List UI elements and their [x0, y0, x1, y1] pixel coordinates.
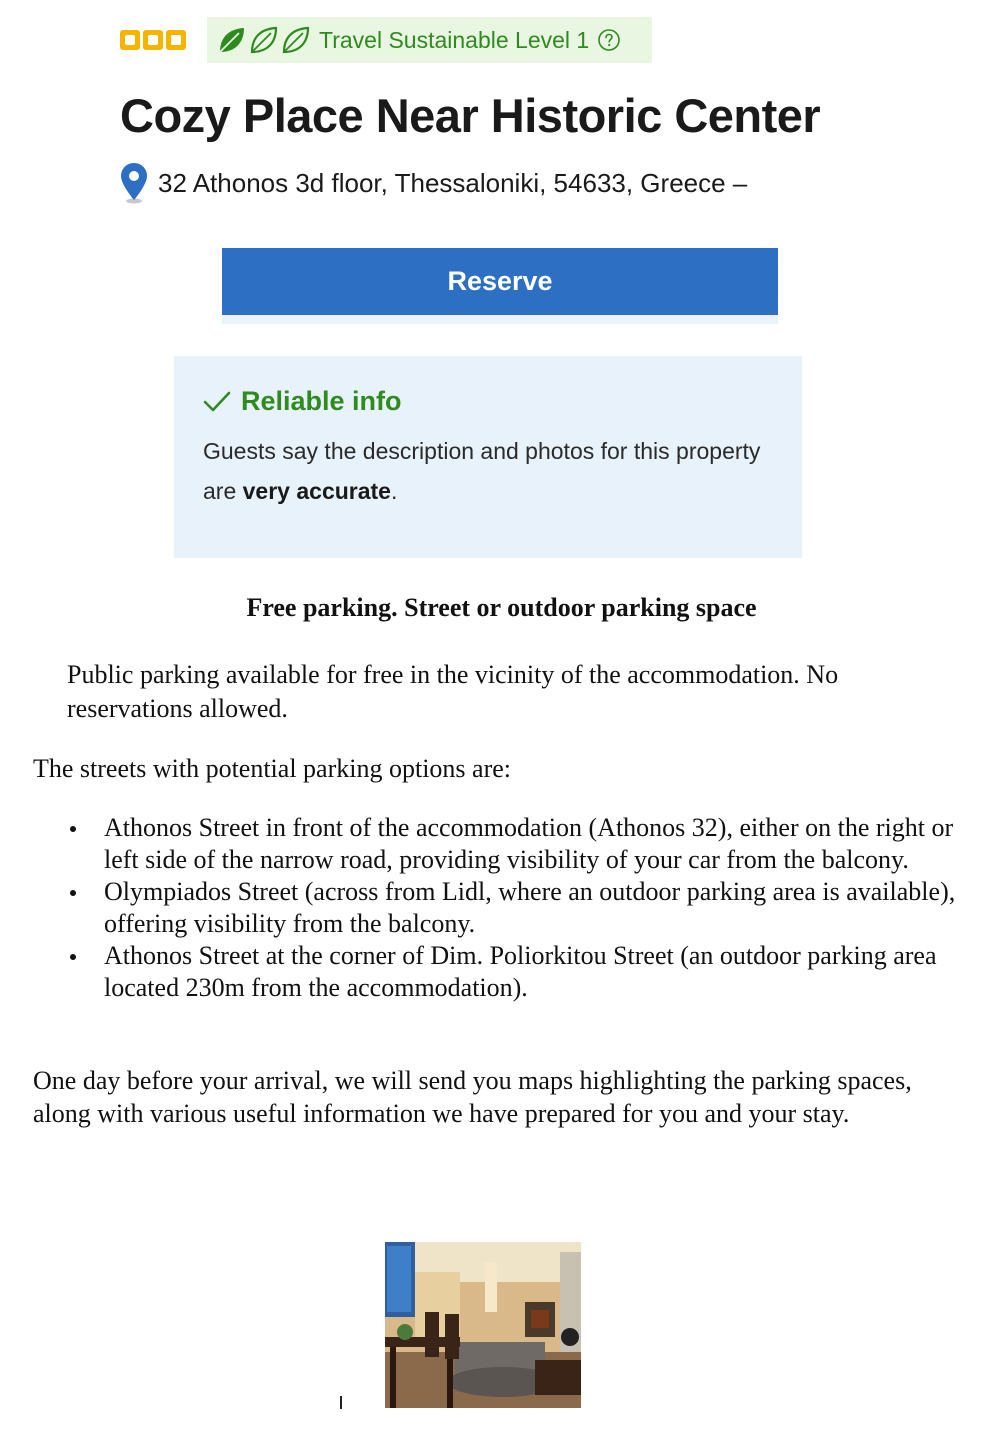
parking-heading: Free parking. Street or outdoor parking space: [246, 593, 757, 622]
question-circle-icon[interactable]: [597, 28, 621, 52]
list-item: Athonos Street at the corner of Dim. Poliorkitou Street (an outdoor parking area located 230m from the accommodation).: [104, 940, 964, 1004]
reliable-info-box: [174, 356, 802, 558]
streets-intro: The streets with potential parking options are:: [33, 754, 511, 783]
reserve-button[interactable]: Reserve: [222, 248, 778, 315]
reliable-info-title: Reliable info: [241, 386, 402, 416]
leaf-icons: [217, 25, 311, 55]
leaf-icon: [249, 25, 279, 55]
star-rating: [120, 30, 186, 50]
leaf-icon: [217, 25, 247, 55]
public-parking-paragraph: Public parking available for free in the vicinity of the accommodation. No reservations allowed.: [67, 660, 839, 723]
page-title: Cozy Place Near Historic Center: [120, 89, 821, 142]
reserve-container: [222, 248, 778, 324]
reliable-info-emphasis: very accurate: [242, 478, 391, 504]
checkmark-icon: [203, 390, 231, 414]
list-item: Athonos Street in front of the accommodation (Athonos 32), either on the right or left side of the narrow road, providing visibility of your car from the balcony.: [104, 812, 964, 876]
property-photo[interactable]: [385, 1242, 581, 1408]
rating-square-icon: [120, 30, 140, 50]
street-list: [104, 812, 964, 1004]
reliable-info-heading: [203, 386, 782, 417]
text-cursor: [340, 1396, 342, 1409]
reliable-info-text: [203, 431, 782, 511]
sustainability-badge[interactable]: [207, 17, 652, 63]
address-text: 32 Athonos 3d floor, Thessaloniki, 54633, Greece –: [158, 167, 748, 198]
reliable-info-text-part: Guests say the description and photos for this property are: [203, 438, 761, 504]
map-pin-icon: [120, 162, 148, 204]
list-item: Olympiados Street (across from Lidl, where an outdoor parking area is available), offering visibility from the balcony.: [104, 876, 964, 940]
leaf-icon: [281, 25, 311, 55]
rating-square-icon: [143, 30, 163, 50]
sustainability-label: Travel Sustainable Level 1: [319, 26, 590, 53]
address: [120, 162, 747, 204]
rating-square-icon: [166, 30, 186, 50]
arrival-paragraph: One day before your arrival, we will send you maps highlighting the parking spaces, along with various useful information we have prepared for you and your stay.: [33, 1066, 912, 1128]
reliable-info-text-end: .: [390, 478, 398, 504]
